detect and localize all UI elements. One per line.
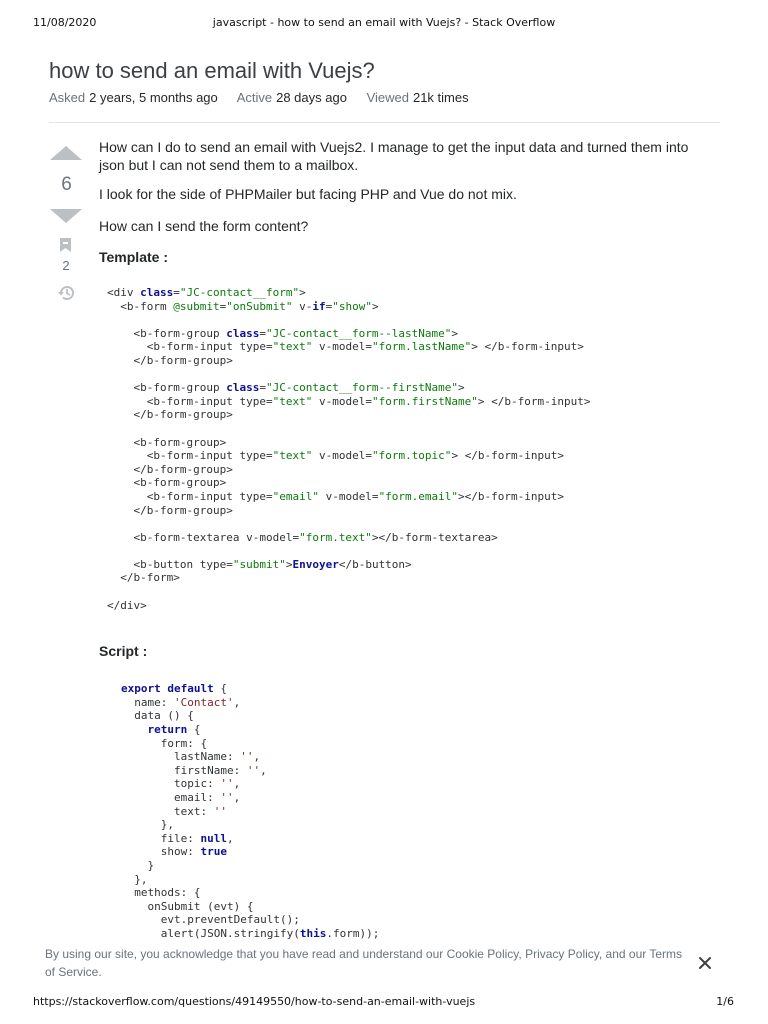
asked-value[interactable]: 2 years, 5 months ago — [89, 90, 218, 105]
bookmark-icon[interactable] — [60, 238, 71, 252]
cookie-policy-link[interactable]: Cookie Policy — [446, 947, 519, 961]
cookie-text-sep: , — [518, 947, 526, 961]
favorite-count: 2 — [62, 258, 70, 273]
print-page-number: 1/6 — [716, 995, 734, 1008]
viewed-value: 21k times — [412, 90, 469, 105]
script-heading: Script : — [99, 643, 148, 660]
question-paragraph: I look for the side of PHPMailer but facing PHP and Vue do not mix. — [99, 186, 517, 202]
terms-of-service-link[interactable]: Terms of Service — [45, 947, 683, 979]
close-icon[interactable] — [697, 955, 713, 971]
upvote-icon[interactable] — [50, 146, 82, 160]
question-paragraph: How can I send the form content? — [99, 218, 309, 234]
template-heading: Template : — [99, 249, 168, 265]
downvote-icon[interactable] — [50, 209, 82, 223]
privacy-policy-link[interactable]: Privacy Policy — [525, 947, 599, 961]
title-divider — [49, 122, 720, 123]
question-meta — [49, 90, 485, 105]
print-page-title: javascript - how to send an email with Vuejs? - Stack Overflow — [212, 16, 556, 29]
print-url: https://stackoverflow.com/questions/49149550/how-to-send-an-email-with-vuejs — [33, 995, 476, 1008]
question-title[interactable]: how to send an email with Vuejs? — [49, 58, 375, 83]
cookie-text-end: . — [98, 965, 102, 979]
question-body — [99, 138, 699, 944]
history-icon[interactable] — [57, 284, 75, 302]
question-paragraph: How can I do to send an email with Vuejs2. I manage to get the input data and turned them into json but I can not send them to a mailbox. — [99, 139, 689, 173]
active-value[interactable]: 28 days ago — [276, 90, 347, 105]
print-date: 11/08/2020 — [33, 16, 97, 29]
asked-label: Asked — [49, 90, 86, 105]
cookie-text-sep: , and our — [598, 947, 650, 961]
viewed-label: Viewed — [366, 90, 409, 105]
vote-count: 6 — [61, 174, 72, 195]
active-label: Active — [236, 90, 273, 105]
cookie-text: By using our site, you acknowledge that you have read and understand our — [45, 947, 447, 961]
template-code-block: <div class="JC-contact__form"> <b-form @submit="onSubmit" v-if="show"> <b-form-group class="JC-contact__form--lastName"> <b-form-input type="text" v-model="form.lastName"> </b-form-input> </b-form-group> <b-form-group class="JC-contact__form--firstName"> <b-form-input type="text" v-model="form.firstName"> </b-form-input> </b-form-group> <b-form-group> <b-form-input type="text" v-model="form.topic"> </b-form-input> </b-form-group> <b-form-group> <b-form-input type="email" v-model="form.email"></b-form-input> </b-form-group> <b-form-textarea v-model="form.text"></b-form-textarea> <b-button type="submit">Envoyer</b-button> </b-form> </div> — [107, 286, 591, 612]
script-code-block: export default { name: 'Contact', data () { return { form: { lastName: '', firstName: '', topic: '', email: '', text: '' }, file: null, show: true } }, methods: { onSubmit (evt) { evt.preventDefault(); alert(JSON.stringify(this.form)); — [121, 682, 380, 940]
cookie-banner-text — [45, 945, 685, 981]
